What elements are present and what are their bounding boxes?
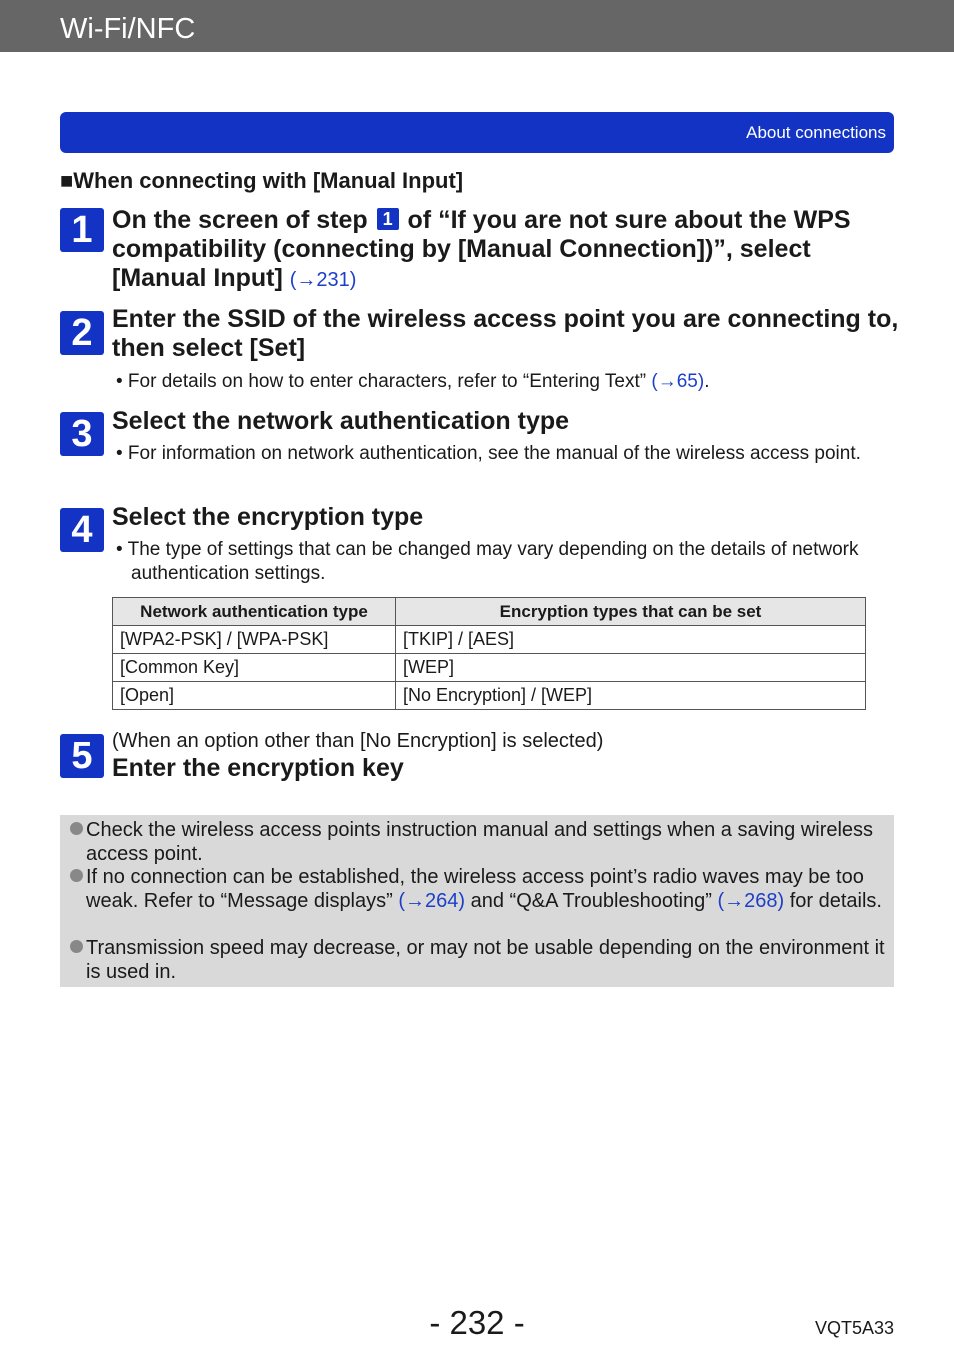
note-1-text: Check the wireless access points instruction manual and settings when a saving wireless access point. — [86, 819, 874, 865]
step-2-note — [116, 370, 911, 394]
subheading: ■When connecting with [Manual Input] — [60, 168, 464, 193]
table-cell: [No Encryption] / [WEP] — [396, 682, 866, 710]
step-4-title: Select the encryption type — [112, 503, 424, 531]
page-number: - 232 - — [429, 1304, 525, 1341]
table-header-row — [113, 598, 866, 626]
table-header-cell: Network authentication type — [113, 598, 396, 626]
step-1-title-a: On the screen of step — [112, 206, 368, 234]
header-title: Wi-Fi/NFC — [60, 13, 196, 45]
step-1-title-b: of “If you are not sure about the WPS compatibility (connecting by [Manual Connection])”, select [Manual Input] — [112, 206, 851, 292]
table-row — [113, 654, 866, 682]
step-2-note-text: • For details on how to enter characters, refer to “Entering Text” — [116, 371, 647, 392]
table-row — [113, 626, 866, 654]
bullet-dot-icon — [70, 822, 83, 835]
table-cell: [TKIP] / [AES] — [396, 626, 866, 654]
note-1 — [70, 819, 904, 866]
note-2 — [70, 866, 904, 913]
step-3-title: Select the network authentication type — [112, 407, 570, 435]
section-bar — [60, 112, 894, 153]
step-5-title: Enter the encryption key — [112, 754, 404, 782]
note-2-link-268[interactable]: (→268) — [717, 889, 785, 912]
step-3-number: 3 — [60, 412, 104, 456]
section-label: About connections — [746, 123, 886, 142]
header-bar — [0, 0, 954, 52]
step-2-title: Enter the SSID of the wireless access point you are connecting to, then select [Set] — [112, 305, 899, 362]
note-2-text-c: for details. — [789, 889, 882, 912]
note-3 — [70, 937, 904, 984]
step-4-note: • The type of settings that can be changed may vary depending on the details of network authentication settings. — [116, 539, 859, 584]
table-header-cell: Encryption types that can be set — [396, 598, 866, 626]
step-4-number: 4 — [60, 508, 104, 552]
step-5-number: 5 — [60, 734, 104, 778]
note-2-text-b: and “Q&A Troubleshooting” — [470, 889, 712, 912]
step-2-number: 2 — [60, 311, 104, 355]
step-1-title — [112, 206, 902, 295]
step-2-page-link[interactable]: (→65) — [651, 371, 705, 392]
bullet-dot-icon — [70, 869, 83, 882]
bullet-dot-icon — [70, 940, 83, 953]
table-cell: [WEP] — [396, 654, 866, 682]
note-2-text-a: If no connection can be established, the wireless access point’s radio waves may be too weak. Refer to “Message displays” — [86, 866, 864, 912]
step-5-condition: (When an option other than [No Encryption] is selected) — [112, 730, 604, 752]
step-1-number: 1 — [60, 208, 104, 252]
step-2-note-end: . — [704, 371, 710, 392]
step-3-note: • For information on network authentication, see the manual of the wireless access point. — [116, 443, 861, 464]
table-cell: [Open] — [113, 682, 396, 710]
notes-box — [60, 815, 894, 987]
step-1-inline-number: 1 — [377, 208, 399, 230]
step-1-page-link[interactable]: (→231) — [289, 269, 357, 291]
note-3-text: Transmission speed may decrease, or may not be usable depending on the environment it is used in. — [86, 937, 885, 983]
model-code: VQT5A33 — [814, 1318, 894, 1338]
encryption-table — [112, 597, 866, 710]
table-cell: [Common Key] — [113, 654, 396, 682]
note-2-link-264[interactable]: (→264) — [398, 889, 466, 912]
table-cell: [WPA2-PSK] / [WPA-PSK] — [113, 626, 396, 654]
table-row — [113, 682, 866, 710]
